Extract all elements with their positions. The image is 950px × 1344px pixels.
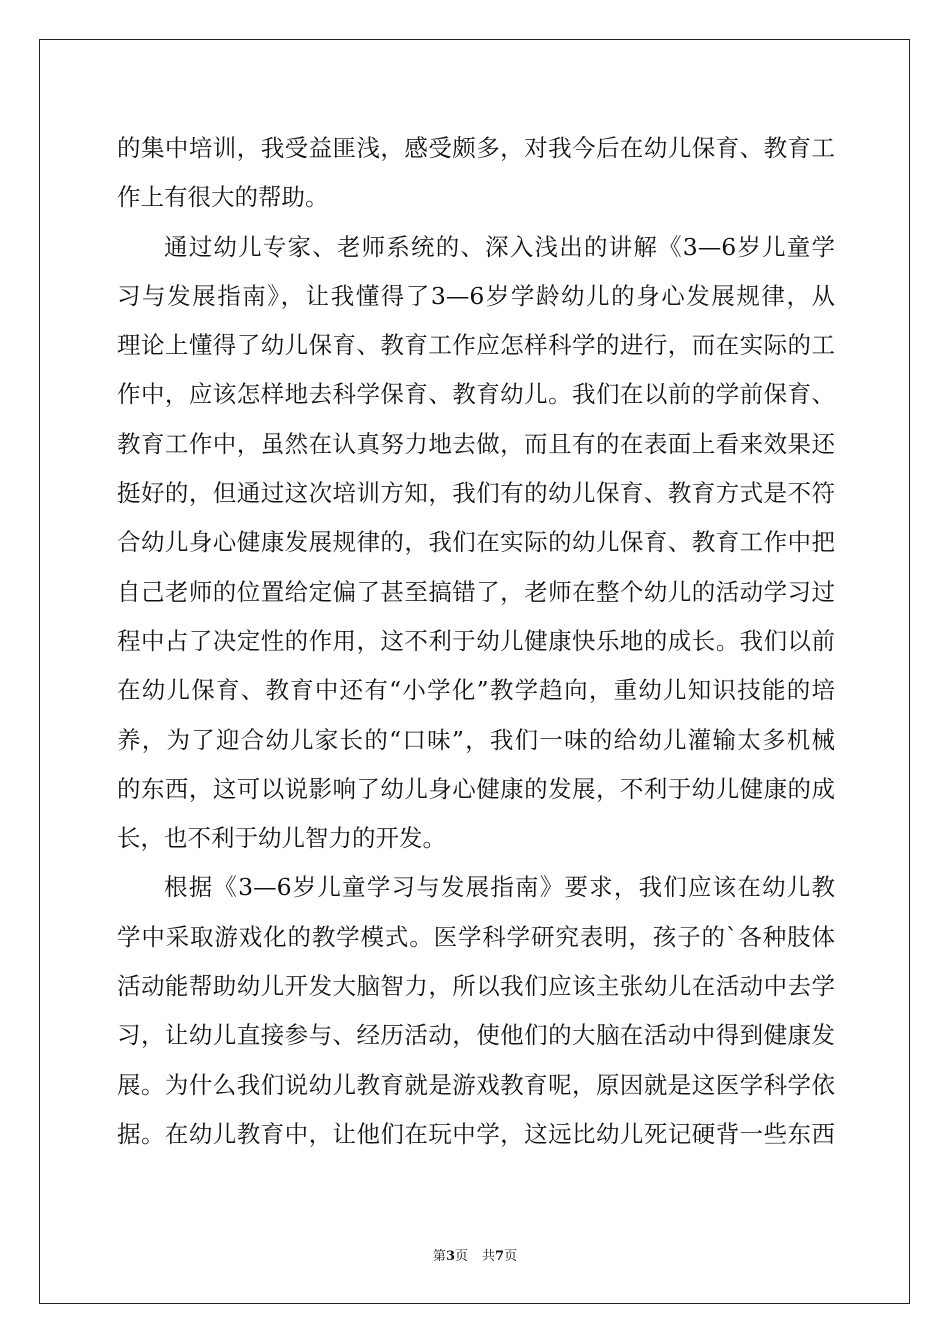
page-number-current: 3	[445, 1249, 455, 1264]
text-line: 作上有很大的帮助。	[117, 183, 329, 212]
page-total-unit: 页	[504, 1249, 518, 1264]
text-line: 根据《3—6岁儿童学习与发展指南》要求，我们应该在幼儿教	[164, 873, 835, 902]
text-line: 程中占了决定性的作用，这不利于幼儿健康快乐地的成长。我们以前	[117, 626, 835, 655]
page-footer	[0, 1245, 950, 1264]
page-number-prefix: 第	[432, 1249, 446, 1264]
text-line: 自己老师的位置给定偏了甚至搞错了，老师在整个幼儿的活动学习过	[117, 577, 835, 606]
text-line: 挺好的，但通过这次培训方知，我们有的幼儿保育、教育方式是不符	[117, 479, 835, 508]
text-line: 长，也不利于幼儿智力的开发。	[117, 824, 446, 853]
page-number-unit: 页	[454, 1249, 468, 1264]
page-total-prefix: 共	[482, 1249, 496, 1264]
page-total-count: 7	[495, 1249, 505, 1264]
text-line: 作中，应该怎样地去科学保育、教育幼儿。我们在以前的学前保育、	[117, 380, 835, 409]
text-line: 养，为了迎合幼儿家长的“口味”，我们一味的给幼儿灌输太多机械	[117, 725, 835, 754]
text-line: 据。在幼儿教育中，让他们在玩中学，这远比幼儿死记硬背一些东西	[117, 1119, 835, 1148]
text-line: 教育工作中，虽然在认真努力地去做，而且有的在表面上看来效果还	[117, 429, 835, 458]
text-line: 习与发展指南》，让我懂得了3—6岁学龄幼儿的身心发展规律，从	[117, 281, 835, 310]
text-line: 习，让幼儿直接参与、经历活动，使他们的大脑在活动中得到健康发	[117, 1021, 835, 1050]
text-line: 在幼儿保育、教育中还有“小学化”教学趋向，重幼儿知识技能的培	[117, 676, 835, 705]
document-body	[117, 124, 835, 1159]
text-line: 合幼儿身心健康发展规律的，我们在实际的幼儿保育、教育工作中把	[117, 528, 835, 557]
text-line: 展。为什么我们说幼儿教育就是游戏教育呢，原因就是这医学科学依	[117, 1070, 835, 1099]
text-line: 学中采取游戏化的教学模式。医学科学研究表明，孩子的`各种肢体	[117, 922, 835, 951]
text-line: 的东西，这可以说影响了幼儿身心健康的发展，不利于幼儿健康的成	[117, 774, 835, 803]
text-line: 的集中培训，我受益匪浅，感受颇多，对我今后在幼儿保育、教育工	[117, 134, 835, 162]
text-line: 理论上懂得了幼儿保育、教育工作应怎样科学的进行，而在实际的工	[117, 331, 835, 360]
text-line: 活动能帮助幼儿开发大脑智力，所以我们应该主张幼儿在活动中去学	[117, 972, 835, 1001]
text-line: 通过幼儿专家、老师系统的、深入浅出的讲解《3—6岁儿童学	[164, 232, 835, 261]
